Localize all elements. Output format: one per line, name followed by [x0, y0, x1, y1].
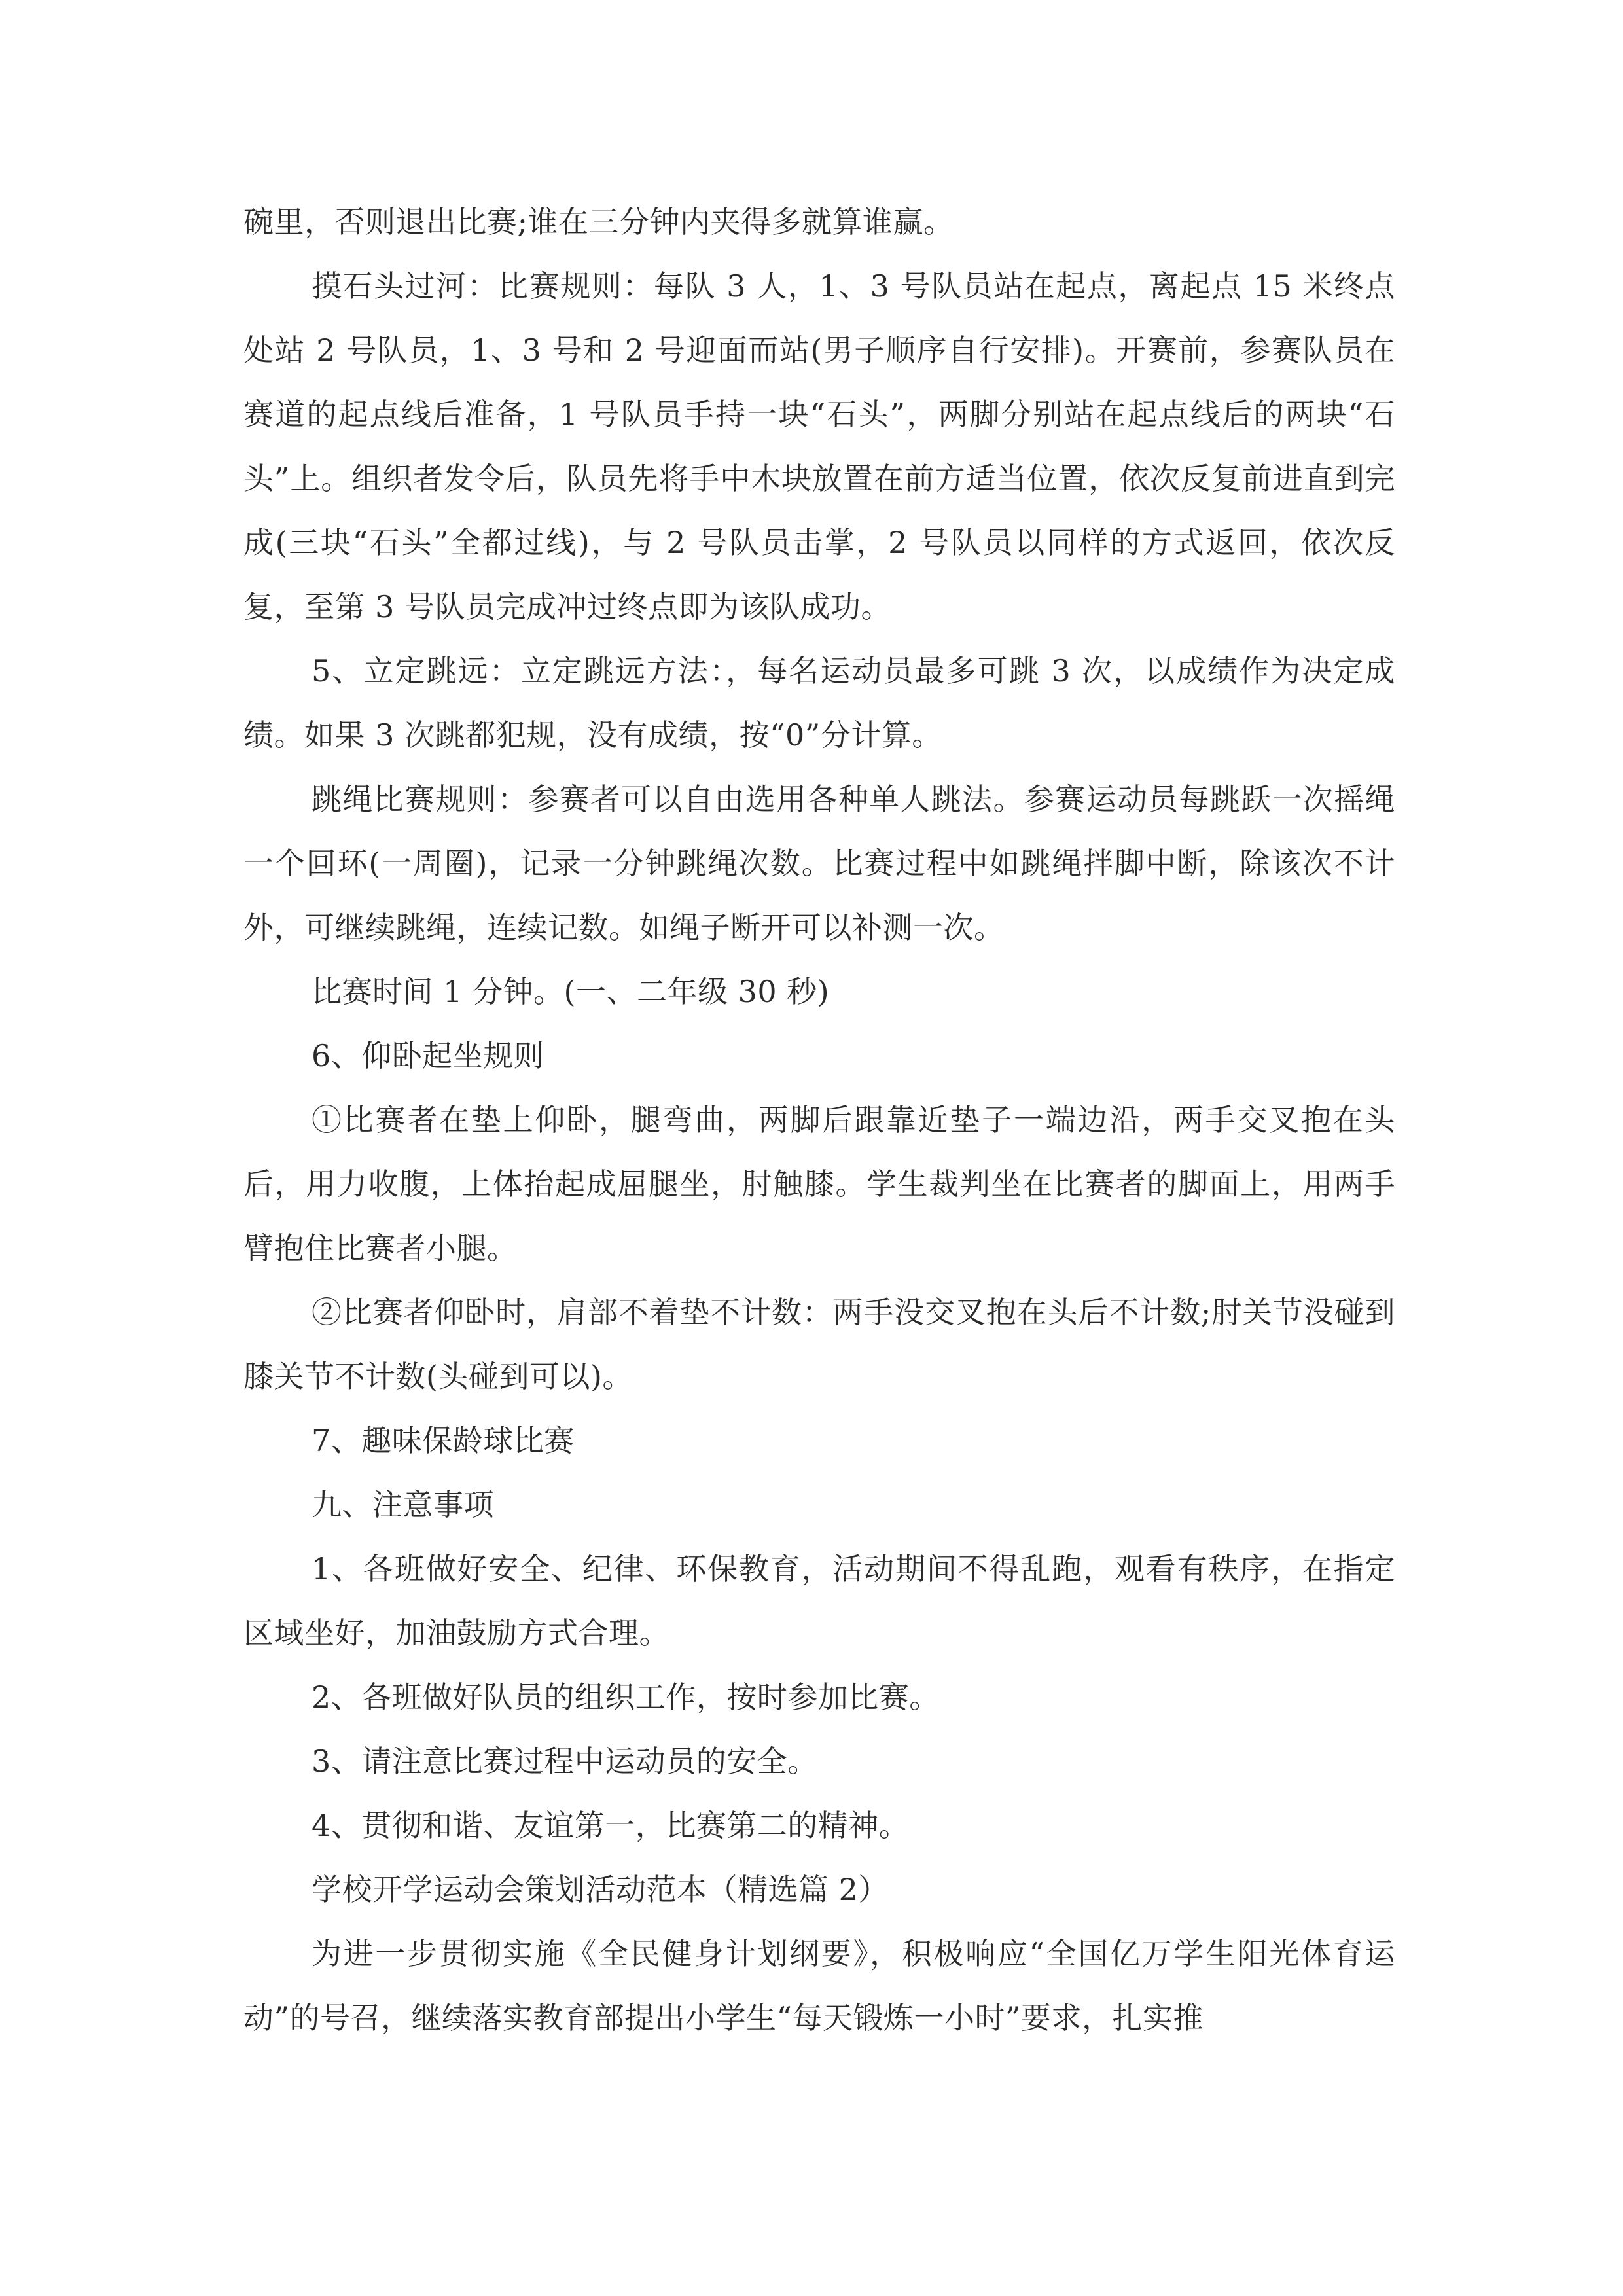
paragraph-intro-article-2: 为进一步贯彻实施《全民健身计划纲要》，积极响应“全国亿万学生阳光体育运动”的号召，继续落实教育部提出小学生“每天锻炼一小时”要求，扎实推 — [243, 1936, 1395, 2036]
paragraph-rope-skipping-rules: 跳绳比赛规则：参赛者可以自由选用各种单人跳法。参赛运动员每跳跃一次摇绳一个回环(一周圈)，记录一分钟跳绳次数。比赛过程中如跳绳拌脚中断，除该次不计外，可继续跳绳，连续记数。如绳子断开可以补测一次。 — [243, 781, 1395, 945]
paragraph-stone-crossing-rules: 摸石头过河：比赛规则：每队 3 人，1、3 号队员站在起点，离起点 15 米终点处站 2 号队员，1、3 号和 2 号迎面而站(男子顺序自行安排)。开赛前，参赛队员在赛道的起点线后准备，1 号队员手持一块“石头”，两脚分别站在起点线后的两块“石头”上。组织者发令后，队员先将手中木块放置在前方适当位置，依次反复前进直到完成(三块“石头”全都过线)，与 2 号队员击掌，2 号队员以同样的方式返回，依次反复，至第 3 号队员完成冲过终点即为该队成功。 — [243, 268, 1395, 624]
paragraph-continuation: 碗里，否则退出比赛;谁在三分钟内夹得多就算谁赢。 — [243, 204, 954, 240]
heading-selected-article-2: 学校开学运动会策划活动范本（精选篇 2） — [312, 1872, 889, 1907]
paragraph-standing-long-jump: 5、立定跳远：立定跳远方法：，每名运动员最多可跳 3 次，以成绩作为决定成绩。如果 3 次跳都犯规，没有成绩，按“0”分计算。 — [243, 653, 1395, 753]
heading-sit-up-rules: 6、仰卧起坐规则 — [312, 1038, 544, 1073]
paragraph-note-3: 3、请注意比赛过程中运动员的安全。 — [312, 1744, 818, 1779]
paragraph-note-4: 4、贯彻和谐、友谊第一，比赛第二的精神。 — [312, 1808, 910, 1843]
heading-notes: 九、注意事项 — [312, 1487, 494, 1522]
paragraph-sit-up-rule-1: ①比赛者在垫上仰卧，腿弯曲，两脚后跟靠近垫子一端边沿，两手交叉抱在头后，用力收腹，上体抬起成屈腿坐，肘触膝。学生裁判坐在比赛者的脚面上，用两手臂抱住比赛者小腿。 — [243, 1102, 1395, 1266]
paragraph-sit-up-rule-2: ②比赛者仰卧时，肩部不着垫不计数：两手没交叉抱在头后不计数;肘关节没碰到膝关节不计数(头碰到可以)。 — [243, 1295, 1395, 1394]
paragraph-note-1: 1、各班做好安全、纪律、环保教育，活动期间不得乱跑，观看有秩序，在指定区域坐好，加油鼓励方式合理。 — [243, 1551, 1395, 1651]
paragraph-note-2: 2、各班做好队员的组织工作，按时参加比赛。 — [312, 1679, 940, 1715]
paragraph-match-time: 比赛时间 1 分钟。(一、二年级 30 秒) — [312, 974, 830, 1009]
heading-bowling-game: 7、趣味保龄球比赛 — [312, 1423, 575, 1458]
document-body — [243, 190, 1395, 2050]
